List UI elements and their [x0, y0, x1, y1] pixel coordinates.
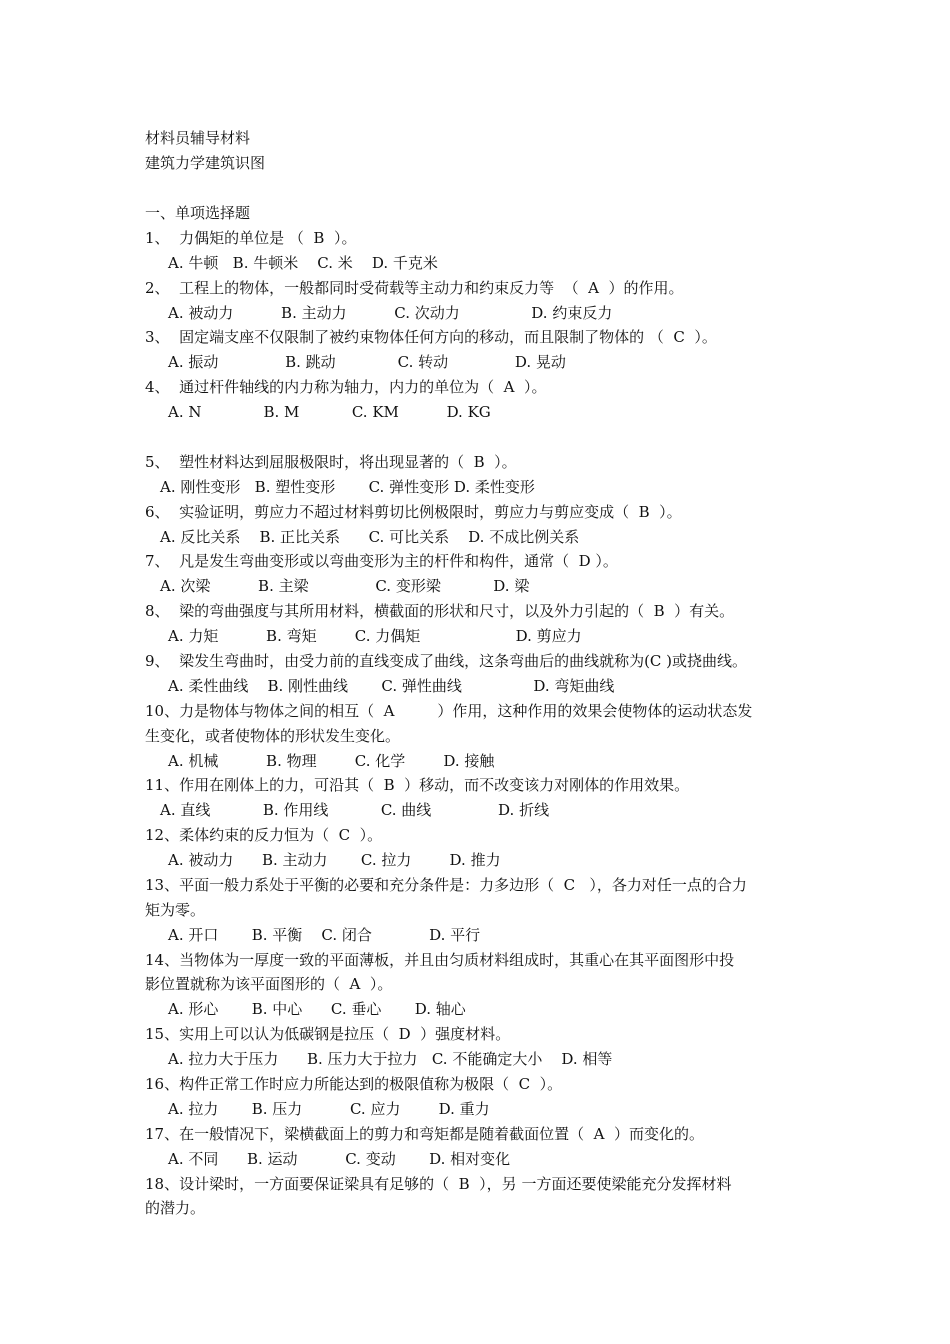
- question-15: 15、实用上可以认为低碳钢是拉压（ D ）强度材料。: [145, 1025, 511, 1043]
- question-14-continued: 影位置就称为该平面图形的（ A ）。: [145, 975, 393, 993]
- question-9: 9、 梁发生弯曲时，由受力前的直线变成了曲线，这条弯曲后的曲线就称为(C )或挠曲线。: [145, 652, 748, 670]
- question-3-options: A. 振动 B. 跳动 C. 转动 D. 晃动: [168, 353, 566, 371]
- question-9-options: A. 柔性曲线 B. 刚性曲线 C. 弹性曲线 D. 弯矩曲线: [168, 677, 615, 695]
- question-12: 12、柔体约束的反力恒为（ C ）。: [145, 826, 383, 844]
- question-12-options: A. 被动力 B. 主动力 C. 拉力 D. 推力: [168, 851, 501, 869]
- question-2-options: A. 被动力 B. 主动力 C. 次动力 D. 约束反力: [168, 304, 613, 322]
- doc-title: 材料员辅导材料: [145, 129, 251, 147]
- question-8: 8、 梁的弯曲强度与其所用材料，横截面的形状和尺寸，以及外力引起的（ B ）有关。: [145, 602, 735, 620]
- question-6: 6、 实验证明，剪应力不超过材料剪切比例极限时，剪应力与剪应变成（ B ）。: [145, 503, 682, 521]
- question-13-options: A. 开口 B. 平衡 C. 闭合 D. 平行: [168, 926, 481, 944]
- section-heading: 一、单项选择题: [145, 204, 251, 222]
- question-10-continued: 生变化，或者使物体的形状发生变化。: [145, 727, 401, 745]
- question-1: 1、 力偶矩的单位是 （ B ）。: [145, 229, 357, 247]
- question-10-options: A. 机械 B. 物理 C. 化学 D. 接触: [168, 752, 495, 770]
- question-5-options: A. 刚性变形 B. 塑性变形 C. 弹性变形 D. 柔性变形: [160, 478, 535, 496]
- question-14-options: A. 形心 B. 中心 C. 垂心 D. 轴心: [168, 1000, 466, 1018]
- question-2: 2、 工程上的物体，一般都同时受荷载等主动力和约束反力等 （ A ）的作用。: [145, 279, 684, 297]
- question-16: 16、构件正常工作时应力所能达到的极限值称为极限（ C ）。: [145, 1075, 563, 1093]
- question-17: 17、在一般情况下，梁横截面上的剪力和弯矩都是随着截面位置（ A ）而变化的。: [145, 1125, 704, 1143]
- question-4: 4、 通过杆件轴线的内力称为轴力，内力的单位为（ A ）。: [145, 378, 547, 396]
- question-13-continued: 矩为零。: [145, 901, 206, 919]
- question-11-options: A. 直线 B. 作用线 C. 曲线 D. 折线: [160, 801, 550, 819]
- question-13: 13、平面一般力系处于平衡的必要和充分条件是：力多边形（ C ），各力对任一点的合力: [145, 876, 747, 894]
- question-1-options: A. 牛顿 B. 牛顿米 C. 米 D. 千克米: [168, 254, 438, 272]
- question-10: 10、力是物体与物体之间的相互（ A ）作用，这种作用的效果会使物体的运动状态发: [145, 702, 753, 720]
- question-11: 11、作用在刚体上的力，可沿其（ B ）移动，而不改变该力对刚体的作用效果。: [145, 776, 690, 794]
- question-7-options: A. 次梁 B. 主梁 C. 变形梁 D. 梁: [160, 577, 530, 595]
- question-4-options: A. N B. M C. KM D. KG: [168, 403, 491, 421]
- question-14: 14、当物体为一厚度一致的平面薄板，并且由匀质材料组成时，其重心在其平面图形中投: [145, 951, 735, 969]
- question-3: 3、 固定端支座不仅限制了被约束物体任何方向的移动，而且限制了物体的 （ C ）。: [145, 328, 717, 346]
- question-17-options: A. 不同 B. 运动 C. 变动 D. 相对变化: [168, 1150, 511, 1168]
- question-7: 7、 凡是发生弯曲变形或以弯曲变形为主的杆件和构件，通常（ D ）。: [145, 552, 618, 570]
- question-18-continued: 的潜力。: [145, 1199, 206, 1217]
- doc-subtitle: 建筑力学建筑识图: [145, 154, 266, 172]
- question-8-options: A. 力矩 B. 弯矩 C. 力偶矩 D. 剪应力: [168, 627, 582, 645]
- question-6-options: A. 反比关系 B. 正比关系 C. 可比关系 D. 不成比例关系: [160, 528, 580, 546]
- question-18: 18、设计梁时，一方面要保证梁具有足够的（ B ），另 一方面还要使梁能充分发挥材料: [145, 1175, 732, 1193]
- question-16-options: A. 拉力 B. 压力 C. 应力 D. 重力: [168, 1100, 490, 1118]
- question-5: 5、 塑性材料达到屈服极限时，将出现显著的（ B ）。: [145, 453, 517, 471]
- question-15-options: A. 拉力大于压力 B. 压力大于拉力 C. 不能确定大小 D. 相等: [168, 1050, 613, 1068]
